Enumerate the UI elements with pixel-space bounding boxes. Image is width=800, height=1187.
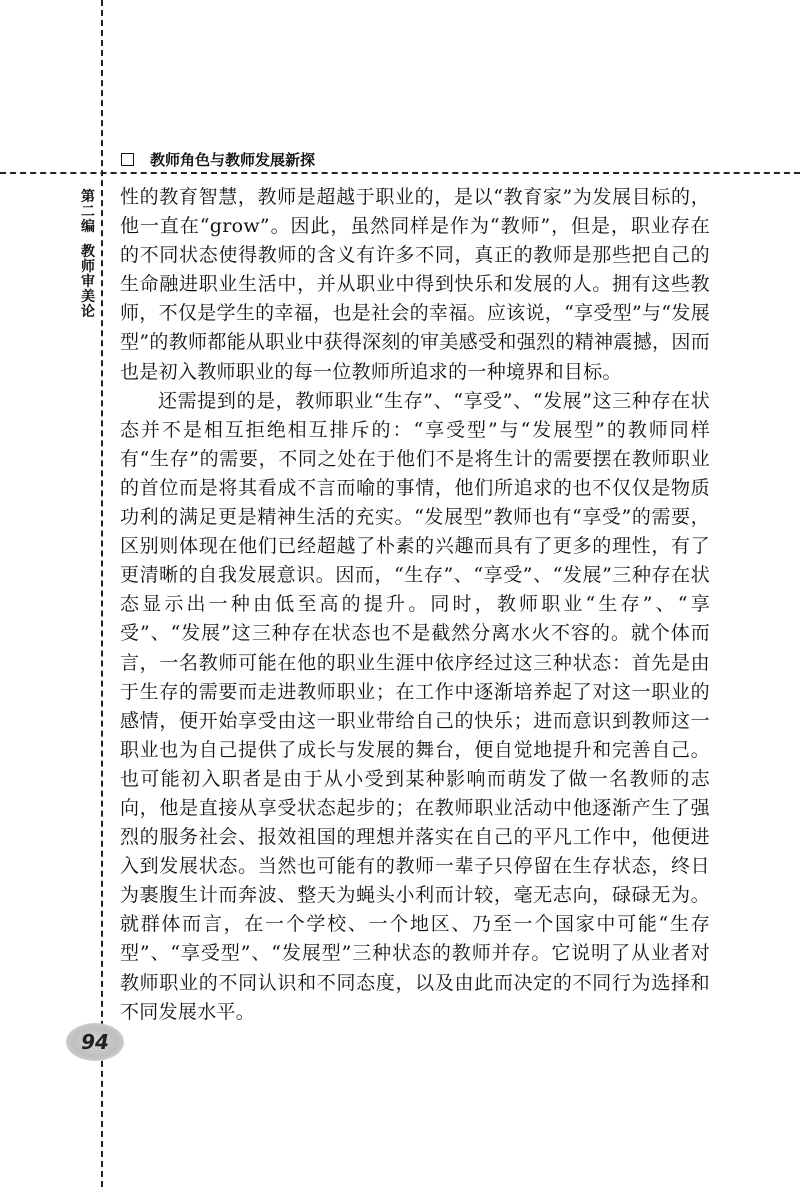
dashed-horizontal-rule: [0, 172, 800, 174]
side-part-label: 第二编: [81, 189, 95, 235]
square-bullet-icon: [121, 153, 134, 166]
dashed-vertical-rule: [101, 0, 103, 1187]
side-section-title: 教师审美论: [81, 244, 95, 320]
page-number: 94: [81, 1030, 109, 1054]
paragraph: 性的教育智慧，教师是超越于职业的，是以“教育家”为发展目标的，他一直在“grow”。因此，虽然同样是作为“教师”，但是，职业存在的不同状态使得教师的含义有许多不同，真正的教师是那些把自己的生命融进职业生活中，并从职业中得到快乐和发展的人。拥有这些教师，不仅是学生的幸福，也是社会的幸福。应该说，“享受型”与“发展型”的教师都能从职业中获得深刻的审美感受和强烈的精神震撼，因而也是初入教师职业的每一位教师所追求的一种境界和目标。: [120, 186, 710, 383]
running-header: [121, 149, 315, 170]
side-section-label: [79, 190, 97, 320]
paragraph: 还需提到的是，教师职业“生存”、“享受”、“发展”这三种存在状态并不是相互拒绝相互排斥的：“享受型”与“发展型”的教师同样有“生存”的需要，不同之处在于他们不是将生计的需要摆在教师职业的首位而是将其看成不言而喻的事情，他们所追求的也不仅仅是物质功利的满足更是精神生活的充实。“发展型”教师也有“享受”的需要，区别则体现在他们已经超越了朴素的兴趣而具有了更多的理性，有了更清晰的自我发展意识。因而，“生存”、“享受”、“发展”三种存在状态显示出一种由低至高的提升。同时，教师职业“生存”、“享受”、“发展”这三种存在状态也不是截然分离水火不容的。就个体而言，一名教师可能在他的职业生涯中依序经过这三种状态：首先是由于生存的需要而走进教师职业；在工作中逐渐培养起了对这一职业的感情，便开始享受由这一职业带给自己的快乐；进而意识到教师这一职业也为自己提供了成长与发展的舞台，便自觉地提升和完善自己。也可能初入职者是由于从小受到某种影响而萌发了做一名教师的志向，他是直接从享受状态起步的；在教师职业活动中他逐渐产生了强烈的服务社会、报效祖国的理想并落实在自己的平凡工作中，他便进入到发展状态。当然也可能有的教师一辈子只停留在生存状态，终日为裹腹生计而奔波、整天为蝇头小利而计较，毫无志向，碌碌无为。就群体而言，在一个学校、一个地区、乃至一个国家中可能“生存型”、“享受型”、“发展型”三种状态的教师并存。它说明了从业者对教师职业的不同认识和不同态度，以及由此而决定的不同行为选择和不同发展水平。: [120, 389, 710, 1023]
header-title: 教师角色与教师发展新探: [150, 151, 316, 169]
body-text: [120, 183, 710, 1027]
page-number-badge: [66, 1023, 124, 1061]
